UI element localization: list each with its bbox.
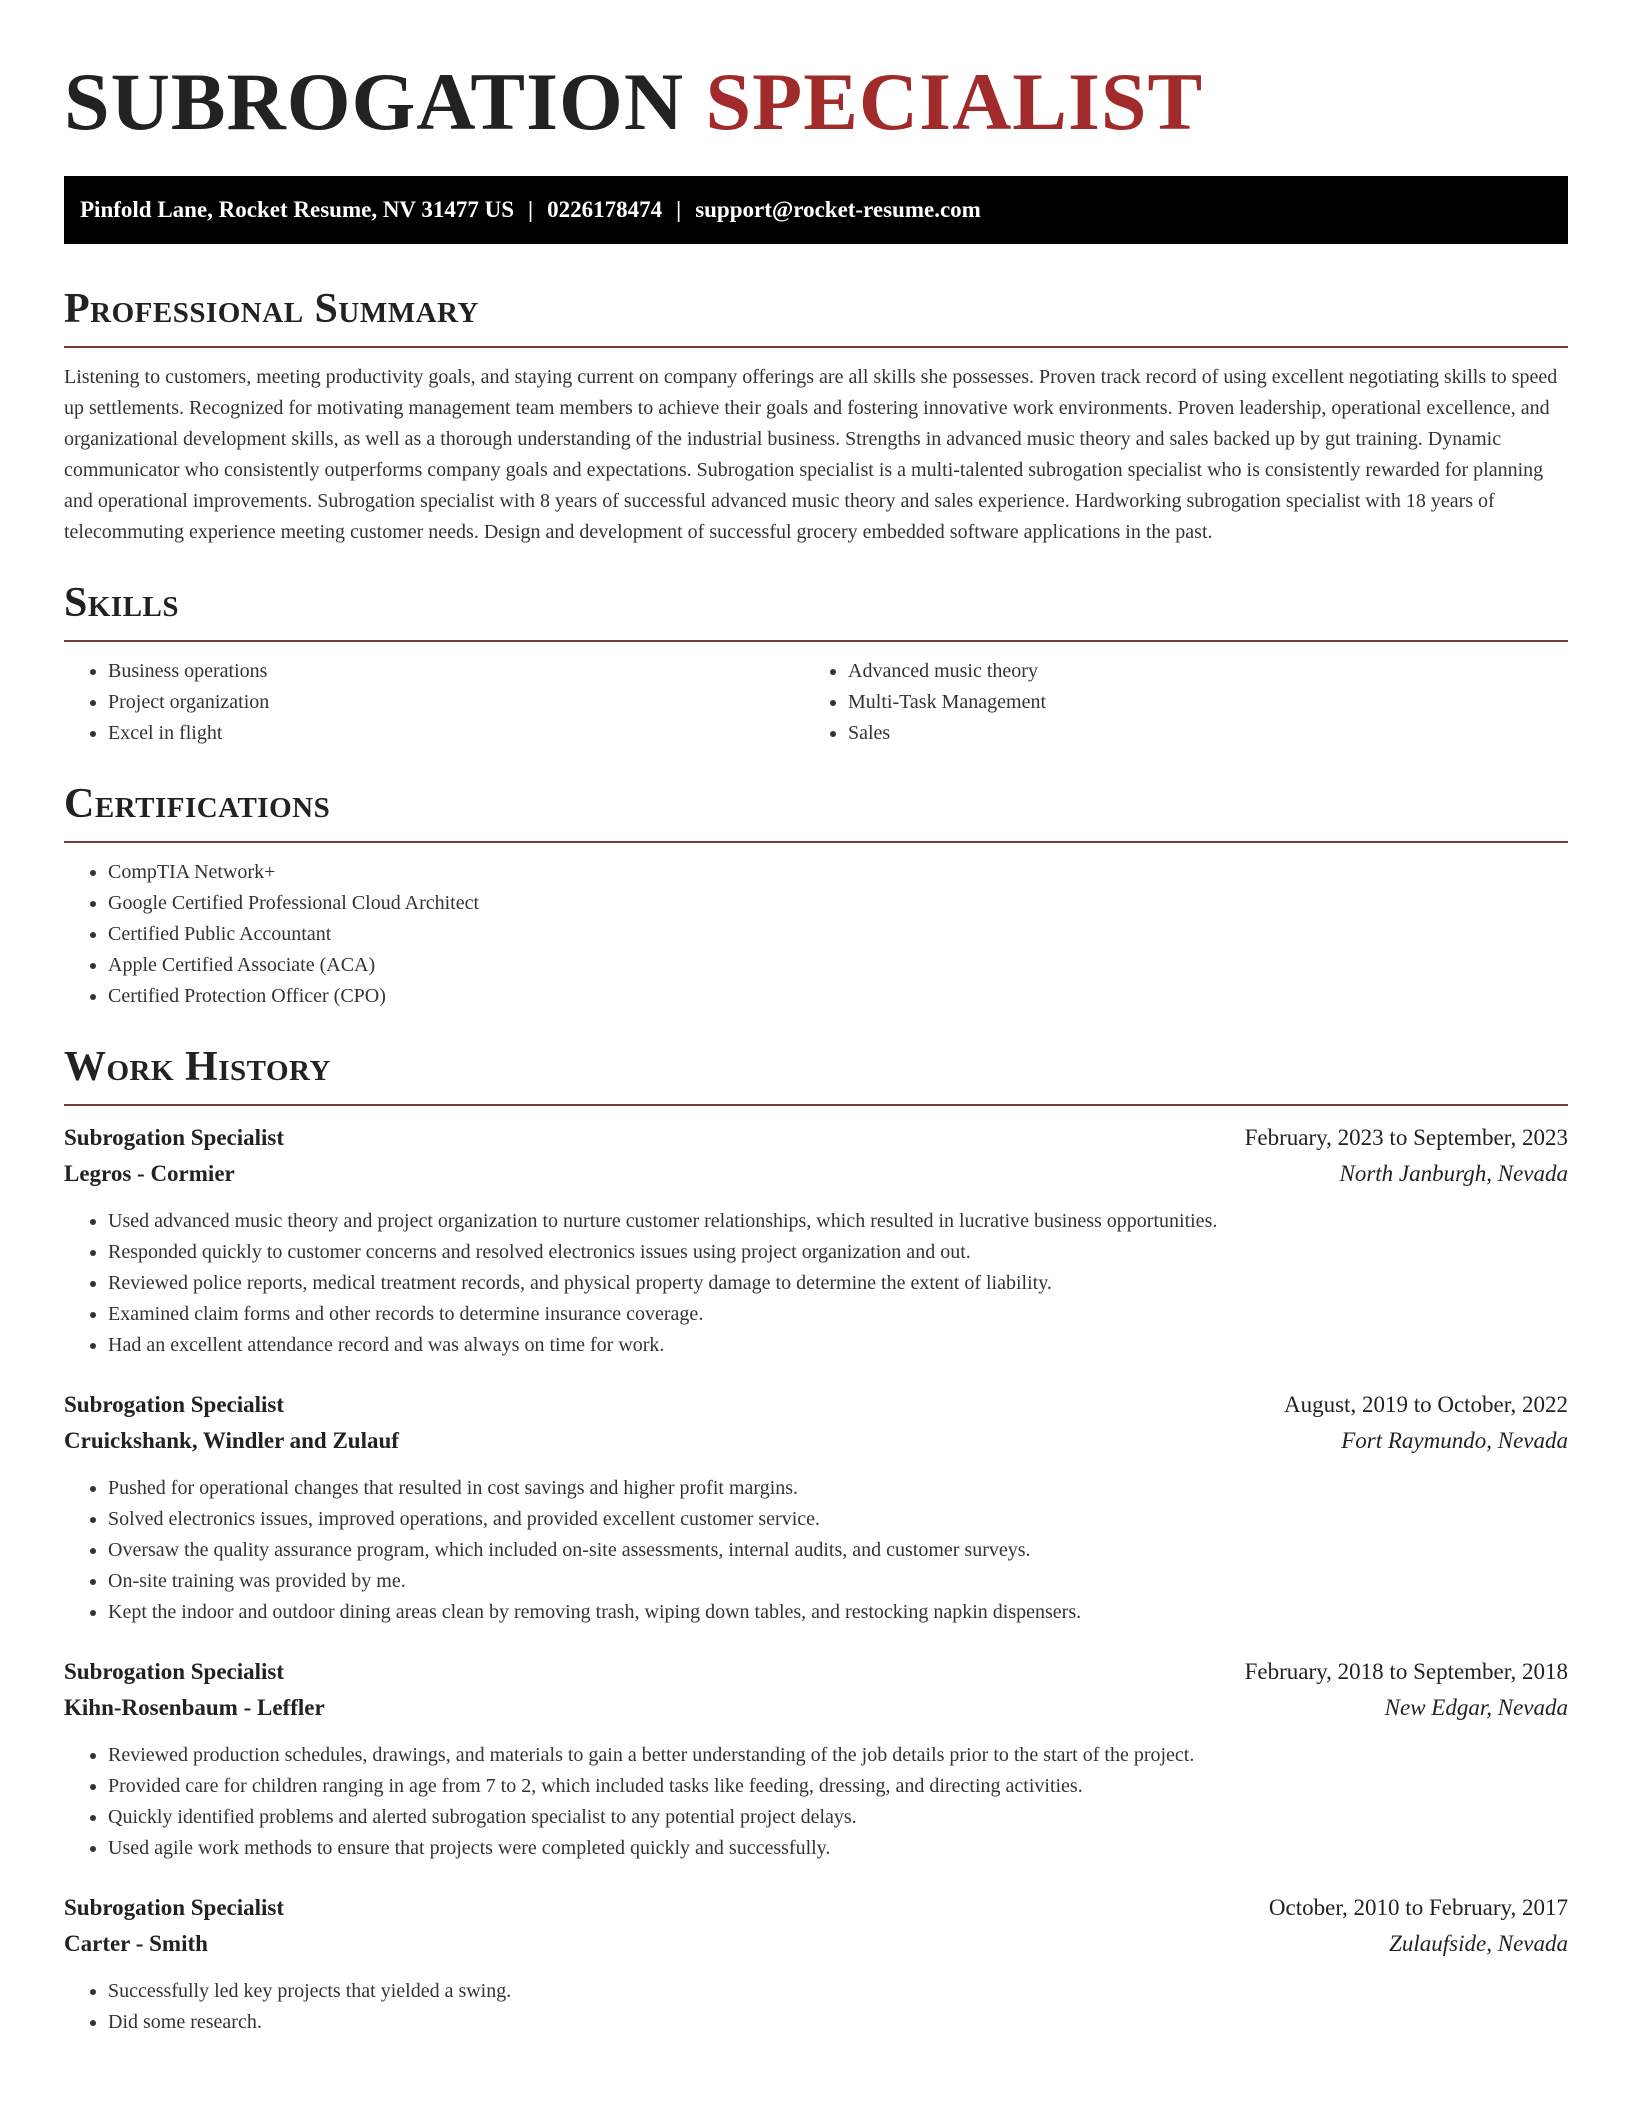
section-divider — [64, 346, 1568, 348]
job-title: Subrogation Specialist — [64, 1895, 285, 1920]
work-history-heading: Work History — [64, 1044, 331, 1090]
certification-item: • Google Certified Professional Cloud Architect — [108, 888, 1568, 919]
job-location: North Janburgh, Nevada — [1339, 1161, 1568, 1186]
job-company: Carter - Smith — [64, 1931, 208, 1956]
job-dates: February, 2023 to September, 2023 — [1244, 1125, 1568, 1150]
contact-phone: 0226178474 — [547, 197, 663, 222]
job-bullet: • Did some research. — [108, 2007, 1568, 2038]
skill-item: • Multi-Task Management — [848, 687, 1544, 718]
job-location: Zulaufside, Nevada — [1389, 1931, 1568, 1956]
job-company: Cruickshank, Windler and Zulauf — [64, 1428, 399, 1453]
job-title: Subrogation Specialist — [64, 1659, 285, 1684]
work-history-section — [64, 1040, 1568, 2038]
skills-heading: Skills — [64, 580, 180, 626]
job-dates: February, 2018 to September, 2018 — [1244, 1659, 1568, 1684]
job-company-row — [64, 1690, 1568, 1726]
job-company-row — [64, 1926, 1568, 1962]
job-bullet: • Used advanced music theory and project organization to nurture customer relationships, which resulted in lucrative business opportunities. — [108, 1206, 1568, 1237]
certification-item: • Certified Protection Officer (CPO) — [108, 981, 1568, 1012]
job-company-row — [64, 1423, 1568, 1459]
job-entry — [64, 1654, 1568, 1864]
contact-separator: | — [528, 197, 534, 222]
job-title: Subrogation Specialist — [64, 1392, 285, 1417]
job-bullet: • Solved electronics issues, improved operations, and provided excellent customer service. — [108, 1504, 1568, 1535]
job-company: Legros - Cormier — [64, 1161, 235, 1186]
skill-item: • Project organization — [108, 687, 804, 718]
contact-address: Pinfold Lane, Rocket Resume, NV 31477 US — [80, 197, 515, 222]
job-bullet: • Had an excellent attendance record and was always on time for work. — [108, 1330, 1568, 1361]
certification-item: • CompTIA Network+ — [108, 857, 1568, 888]
job-header-row — [64, 1120, 1568, 1156]
certifications-list — [64, 857, 1568, 1012]
certifications-section — [64, 777, 1568, 1012]
job-location: New Edgar, Nevada — [1384, 1695, 1568, 1720]
job-dates: August, 2019 to October, 2022 — [1284, 1392, 1568, 1417]
job-entry — [64, 1890, 1568, 2038]
job-entry — [64, 1387, 1568, 1628]
summary-section — [64, 282, 1568, 548]
job-bullet: • Examined claim forms and other records to determine insurance coverage. — [108, 1299, 1568, 1330]
job-bullet: • Provided care for children ranging in age from 7 to 2, which included tasks like feeding, dressing, and directing activities. — [108, 1771, 1568, 1802]
skill-item: • Business operations — [108, 656, 804, 687]
contact-bar — [64, 176, 1568, 244]
job-header-row — [64, 1387, 1568, 1423]
job-bullet: • On-site training was provided by me. — [108, 1566, 1568, 1597]
job-bullet: • Responded quickly to customer concerns and resolved electronics issues using project organization and out. — [108, 1237, 1568, 1268]
skills-left-column — [64, 656, 804, 749]
section-divider — [64, 841, 1568, 843]
job-bullet: • Pushed for operational changes that resulted in cost savings and higher profit margins. — [108, 1473, 1568, 1504]
job-bullet: • Successfully led key projects that yielded a swing. — [108, 1976, 1568, 2007]
job-company-row — [64, 1156, 1568, 1192]
skill-item: • Advanced music theory — [848, 656, 1544, 687]
job-location: Fort Raymundo, Nevada — [1341, 1428, 1568, 1453]
skills-grid — [64, 656, 1568, 749]
certifications-heading: Certifications — [64, 781, 331, 827]
job-bullet: • Quickly identified problems and alerted subrogation specialist to any potential project delays. — [108, 1802, 1568, 1833]
job-bullets — [64, 1976, 1568, 2038]
name-first-part: SUBROGATION — [64, 56, 685, 147]
section-divider — [64, 1104, 1568, 1106]
name-accent-part: SPECIALIST — [705, 56, 1204, 147]
certification-item: • Certified Public Accountant — [108, 919, 1568, 950]
skill-item: • Excel in flight — [108, 718, 804, 749]
skill-item: • Sales — [848, 718, 1544, 749]
job-bullet: • Kept the indoor and outdoor dining areas clean by removing trash, wiping down tables, and restocking napkin dispensers. — [108, 1597, 1568, 1628]
summary-heading: Professional Summary — [64, 286, 479, 332]
job-bullets — [64, 1206, 1568, 1361]
resume-name — [64, 0, 1568, 147]
job-bullet: • Oversaw the quality assurance program, which included on-site assessments, internal audits, and customer surveys. — [108, 1535, 1568, 1566]
job-company: Kihn-Rosenbaum - Leffler — [64, 1695, 325, 1720]
contact-separator: | — [676, 197, 682, 222]
job-bullets — [64, 1473, 1568, 1628]
section-divider — [64, 640, 1568, 642]
job-bullet: • Reviewed police reports, medical treatment records, and physical property damage to determine the extent of liability. — [108, 1268, 1568, 1299]
job-title: Subrogation Specialist — [64, 1125, 285, 1150]
job-dates: October, 2010 to February, 2017 — [1268, 1895, 1568, 1920]
skills-right-column — [804, 656, 1544, 749]
job-bullet: • Used agile work methods to ensure that projects were completed quickly and successfully. — [108, 1833, 1568, 1864]
skills-section — [64, 576, 1568, 749]
job-entry — [64, 1120, 1568, 1361]
job-header-row — [64, 1654, 1568, 1690]
job-bullet: • Reviewed production schedules, drawings, and materials to gain a better understanding of the job details prior to the start of the project. — [108, 1740, 1568, 1771]
job-bullets — [64, 1740, 1568, 1864]
summary-text: Listening to customers, meeting productivity goals, and staying current on company offerings are all skills she possesses. Proven track record of using excellent negotiating skills to speed up settlements. Recognized for motivating management team members to achieve their goals and fostering innovative work environments. Proven leadership, operational excellence, and organizational development skills, as well as a thorough understanding of the industrial business. Strengths in advanced music theory and sales backed up by gut training. Dynamic communicator who consistently outperforms company goals and expectations. Subrogation specialist is a multi-talented subrogation specialist who is consistently rewarded for planning and operational improvements. Subrogation specialist with 8 years of successful advanced music theory and sales experience. Hardworking subrogation specialist with 18 years of telecommuting experience meeting customer needs. Design and development of successful grocery embedded software applications in the past. — [64, 366, 1558, 543]
contact-email[interactable]: support@rocket-resume.com — [695, 197, 981, 222]
certification-item: • Apple Certified Associate (ACA) — [108, 950, 1568, 981]
job-header-row — [64, 1890, 1568, 1926]
